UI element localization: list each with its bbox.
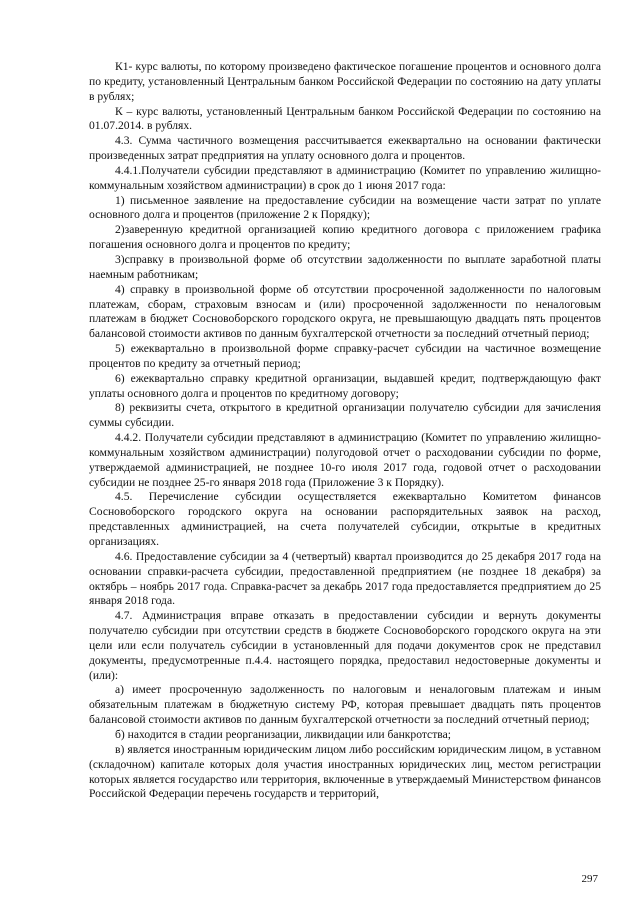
list-item-4: 4) справку в произвольной форме об отсутствии просроченной задолженности по налоговым платежам, сборам, страховым взносам и (или) просроченной задолженности по неналоговым платежам в бюджет Сосновоборского городского округа, не превышающую двадцать пять процентов балансовой стоимости активов по данным бухгалтерской отчетности за последний отчетный период; (89, 282, 601, 341)
list-item-8: 8) реквизиты счета, открытого в кредитной организации получателю субсидии для зачисления суммы субсидии. (89, 401, 601, 430)
paragraph-4-7: 4.7. Администрация вправе отказать в предоставлении субсидии и вернуть документы получателю субсидии при отсутствии средств в бюджете Сосновоборского городского округа на эти цели или если получатель субсидии в установленный для подачи документов срок не представил документы, предусмотренные п.4.4. настоящего порядка, предоставил недостоверные документы и (или): (89, 609, 601, 682)
list-item-2: 2)заверенную кредитной организацией копию кредитного договора с приложением графика погашения основного долга и процентов по кредиту; (89, 223, 601, 252)
list-item-3: 3)справку в произвольной форме об отсутствии задолженности по выплате заработной платы наемным работникам; (89, 252, 601, 281)
list-item-b: б) находится в стадии реорганизации, ликвидации или банкротства; (115, 727, 451, 741)
paragraph-k-definition: К – курс валюты, установленный Центральным банком Российской Федерации по состоянию на 01.07.2014. в рублях. (89, 104, 601, 133)
list-item-1: 1) письменное заявление на предоставление субсидии на возмещение части затрат по уплате основного долга и процентов (приложение 2 к Порядку); (89, 193, 601, 222)
document-body (89, 60, 601, 802)
list-item-6: 6) ежеквартально справку кредитной организации, выдавшей кредит, подтверждающую факт уплаты основного долга и процентов по кредитному договору; (89, 371, 601, 400)
paragraph-4-4-1: 4.4.1.Получатели субсидии представляют в администрацию (Комитет по управлению жилищно-коммунальным хозяйством администрации) в срок до 1 июня 2017 года: (89, 163, 601, 192)
list-item-5: 5) ежеквартально в произвольной форме справку-расчет субсидии на частичное возмещение процентов по кредиту за отчетный период; (89, 342, 601, 370)
paragraph-k1-definition: К1- курс валюты, по которому произведено фактическое погашение процентов и основного долга по кредиту, установленный Центральным банком Российской Федерации по состоянию на дату уплаты в рублях; (89, 60, 601, 103)
page-number: 297 (581, 873, 598, 885)
paragraph-4-5: 4.5. Перечисление субсидии осуществляется ежеквартально Комитетом финансов Сосновоборского городского округа на основании распорядительных заявок на расход, представленных администрацией, на счета получателей субсидии, открытые в кредитных организациях. (89, 490, 601, 548)
list-item-v: в) является иностранным юридическим лицом либо российским юридическим лицом, в уставном (складочном) капитале которых доля участия иностранных юридических лиц, местом регистрации которых является государство или территория, включенные в утверждаемый Министерством финансов Российской Федерации перечень государств и территорий, (89, 742, 601, 801)
list-item-a: а) имеет просроченную задолженность по налоговым и неналоговым платежам и иным обязательным платежам в бюджетную систему РФ, которая превышает двадцать пять процентов балансовой стоимости активов по данным бухгалтерской отчетности за последний отчетный период; (89, 683, 601, 727)
paragraph-4-4-2: 4.4.2. Получатели субсидии представляют в администрацию (Комитет по управлению жилищно-коммунальным хозяйством администрации) полугодовой отчет о расходовании субсидии по форме, утверждаемой администрацией, не позднее 10-го июля 2017 года, годовой отчет о расходовании субсидии не позднее 25-го января 2018 года (Приложение 3 к Порядку). (89, 431, 601, 489)
paragraph-4-6: 4.6. Предоставление субсидии за 4 (четвертый) квартал производится до 25 декабря 2017 года на основании справки-расчета субсидии, предоставленной предприятием (не позднее 18 декабря) за октябрь – ноябрь 2017 года. Справка-расчет за декабрь 2017 года предоставляется предприятием до 25 января 2018 года. (89, 549, 601, 608)
paragraph-4-3: 4.3. Сумма частичного возмещения рассчитывается ежеквартально на основании фактически произведенных затрат предприятия на уплату основного долга и процентов. (89, 134, 601, 163)
